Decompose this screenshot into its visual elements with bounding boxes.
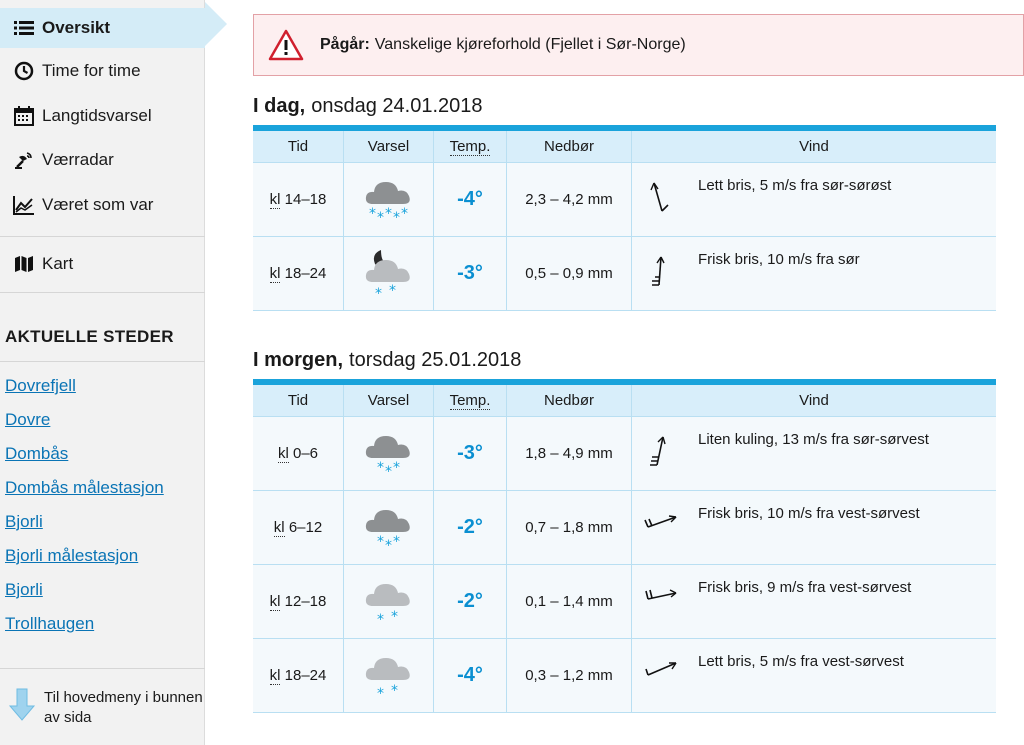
time-range: 18–24 [284, 265, 327, 282]
calendar-icon [12, 105, 36, 127]
cloud-snow-icon [361, 502, 417, 554]
sidebar [0, 0, 205, 745]
time-range: 14–18 [284, 191, 327, 208]
time-cell [253, 237, 344, 310]
cloud-snow-icon [361, 174, 417, 226]
weather-symbol [344, 163, 434, 236]
wind-arrow-icon [642, 177, 672, 217]
svg-text:*: * [392, 533, 400, 550]
nav-label: Oversikt [42, 18, 111, 37]
svg-text:*: * [384, 205, 392, 222]
moon-cloud-snow-icon [361, 246, 417, 302]
svg-text:*: * [376, 685, 384, 702]
sidebar-divider [0, 668, 205, 669]
table-header-row [253, 131, 996, 163]
svg-text:*: * [384, 537, 392, 554]
header-temp[interactable] [434, 131, 507, 162]
temp-cell [434, 163, 507, 236]
time-range: 6–12 [288, 519, 323, 536]
places-heading: AKTUELLE STEDER [5, 327, 174, 346]
day-title-bold: I dag, [253, 95, 306, 117]
wind-text: Lett bris, 5 m/s fra sør-sørøst [698, 177, 892, 194]
temp-cell [434, 565, 507, 638]
header-temp-label: Temp. [449, 137, 491, 155]
arrow-down-icon [8, 688, 36, 728]
table-header-row [253, 385, 996, 417]
temp-cell [434, 639, 507, 712]
nav-item-vaeret-som-var[interactable] [0, 185, 205, 225]
svg-text:*: * [376, 611, 384, 628]
table-row [253, 639, 996, 713]
precip-cell: 1,8 – 4,9 mm [507, 417, 632, 490]
bottom-menu-label: Til hovedmeny i bunnen av sida [44, 689, 203, 726]
wind-text: Lett bris, 5 m/s fra vest-sørvest [698, 653, 904, 670]
place-link-dovrefjell[interactable]: Dovrefjell [5, 376, 76, 395]
nav-item-vaerradar[interactable] [0, 140, 205, 180]
time-range: 18–24 [284, 667, 327, 684]
temp-cell [434, 237, 507, 310]
weather-symbol [344, 237, 434, 310]
radar-icon [12, 149, 36, 171]
precip-cell: 0,3 – 1,2 mm [507, 639, 632, 712]
header-temp[interactable] [434, 385, 507, 416]
wind-arrow-icon [642, 505, 682, 535]
clock-icon [12, 60, 36, 82]
header-vind: Vind [799, 392, 829, 409]
weather-symbol [344, 417, 434, 490]
light-cloud-snow-icon [361, 576, 417, 628]
table-row [253, 565, 996, 639]
place-link-bjorli-2[interactable]: Bjorli [5, 580, 43, 599]
svg-text:*: * [376, 459, 384, 476]
weather-symbol [344, 639, 434, 712]
wind-text: Frisk bris, 9 m/s fra vest-sørvest [698, 579, 912, 596]
place-link-dombas-malestasjon[interactable]: Dombås målestasjon [5, 478, 164, 497]
time-range: 12–18 [284, 593, 327, 610]
time-cell [253, 639, 344, 712]
nav-label: Værradar [42, 150, 114, 169]
wind-arrow-icon [642, 579, 682, 609]
bottom-menu-link[interactable] [8, 688, 203, 728]
wind-arrow-icon [642, 653, 682, 683]
precip-cell: 2,3 – 4,2 mm [507, 163, 632, 236]
day-title-date: torsdag 25.01.2018 [349, 349, 522, 371]
wind-text: Frisk bris, 10 m/s fra vest-sørvest [698, 505, 920, 522]
sidebar-divider [0, 236, 205, 237]
wind-cell [632, 237, 996, 310]
temperature: -2° [457, 590, 483, 612]
svg-text:*: * [392, 209, 400, 226]
nav-item-kart[interactable] [0, 244, 205, 284]
table-row [253, 491, 996, 565]
svg-text:*: * [400, 205, 408, 222]
kl-abbr[interactable]: kl [269, 592, 281, 610]
table-row [253, 417, 996, 491]
svg-text:*: * [376, 533, 384, 550]
svg-text:*: * [376, 209, 384, 226]
sidebar-divider [0, 361, 205, 362]
weather-symbol [344, 565, 434, 638]
day-title-today [253, 95, 483, 118]
header-tid: Tid [253, 131, 344, 162]
list-icon [12, 17, 36, 39]
kl-abbr[interactable]: kl [269, 264, 281, 282]
active-arrow [205, 2, 227, 46]
precip-cell: 0,5 – 0,9 mm [507, 237, 632, 310]
temperature: -3° [457, 262, 483, 284]
light-cloud-snow-icon [361, 650, 417, 702]
wind-cell [632, 491, 996, 564]
place-link-dombas[interactable]: Dombås [5, 444, 69, 463]
nav-label: Været som var [42, 195, 154, 214]
time-cell [253, 163, 344, 236]
svg-text:*: * [392, 459, 400, 476]
cloud-snow-icon [361, 428, 417, 480]
nav-label: Langtidsvarsel [42, 106, 152, 125]
place-link-bjorli[interactable]: Bjorli [5, 512, 43, 531]
nav-item-oversikt[interactable] [0, 8, 205, 48]
nav-item-langtidsvarsel[interactable] [0, 96, 205, 136]
wind-arrow-icon [642, 251, 672, 291]
time-cell [253, 417, 344, 490]
svg-text:*: * [384, 463, 392, 480]
svg-text:*: * [374, 285, 382, 302]
time-cell [253, 491, 344, 564]
nav-label: Time for time [42, 61, 141, 80]
svg-text:*: * [390, 682, 398, 699]
day-title-bold: I morgen, [253, 349, 344, 371]
wind-text: Frisk bris, 10 m/s fra sør [698, 251, 860, 268]
wind-cell [632, 639, 996, 712]
warning-banner[interactable] [253, 14, 1024, 76]
kl-abbr[interactable]: kl [269, 190, 281, 208]
header-temp-label: Temp. [449, 391, 491, 409]
temp-cell [434, 417, 507, 490]
temp-cell [434, 491, 507, 564]
sidebar-divider [0, 292, 205, 293]
temperature: -2° [457, 516, 483, 538]
place-link-bjorli-malestasjon[interactable]: Bjorli målestasjon [5, 546, 139, 565]
temperature: -4° [457, 188, 483, 210]
temperature: -3° [457, 442, 483, 464]
header-tid: Tid [253, 385, 344, 416]
table-row [253, 237, 996, 311]
header-nedbor: Nedbør [507, 385, 632, 416]
precip-cell: 0,7 – 1,8 mm [507, 491, 632, 564]
wind-arrow-icon [642, 431, 672, 471]
warning-prefix: Pågår: [320, 36, 370, 53]
kl-abbr[interactable]: kl [277, 444, 289, 462]
wind-cell [632, 417, 996, 490]
wind-cell [632, 565, 996, 638]
place-link-trollhaugen[interactable]: Trollhaugen [5, 614, 95, 633]
nav-item-time-for-time[interactable] [0, 51, 205, 91]
graph-icon [12, 194, 36, 216]
place-link-dovre[interactable]: Dovre [5, 410, 51, 429]
header-nedbor: Nedbør [507, 131, 632, 162]
svg-text:*: * [388, 282, 396, 299]
weather-symbol [344, 491, 434, 564]
wind-text: Liten kuling, 13 m/s fra sør-sørvest [698, 431, 929, 448]
day-title-tomorrow [253, 349, 521, 372]
map-icon [12, 253, 36, 275]
forecast-table-today [253, 125, 996, 311]
temperature: -4° [457, 664, 483, 686]
table-row [253, 163, 996, 237]
header-varsel: Varsel [344, 385, 434, 416]
warning-text: Vanskelige kjøreforhold (Fjellet i Sør-Norge) [374, 36, 686, 53]
forecast-table-tomorrow [253, 379, 996, 713]
time-cell [253, 565, 344, 638]
time-range: 0–6 [292, 445, 319, 462]
header-varsel: Varsel [344, 131, 434, 162]
nav-label: Kart [42, 254, 74, 273]
kl-abbr[interactable]: kl [269, 666, 281, 684]
wind-cell [632, 163, 996, 236]
svg-text:*: * [390, 608, 398, 625]
day-title-date: onsdag 24.01.2018 [311, 95, 483, 117]
warning-icon [268, 29, 304, 61]
precip-cell: 0,1 – 1,4 mm [507, 565, 632, 638]
kl-abbr[interactable]: kl [273, 518, 285, 536]
header-vind: Vind [799, 138, 829, 155]
svg-text:*: * [368, 205, 376, 222]
